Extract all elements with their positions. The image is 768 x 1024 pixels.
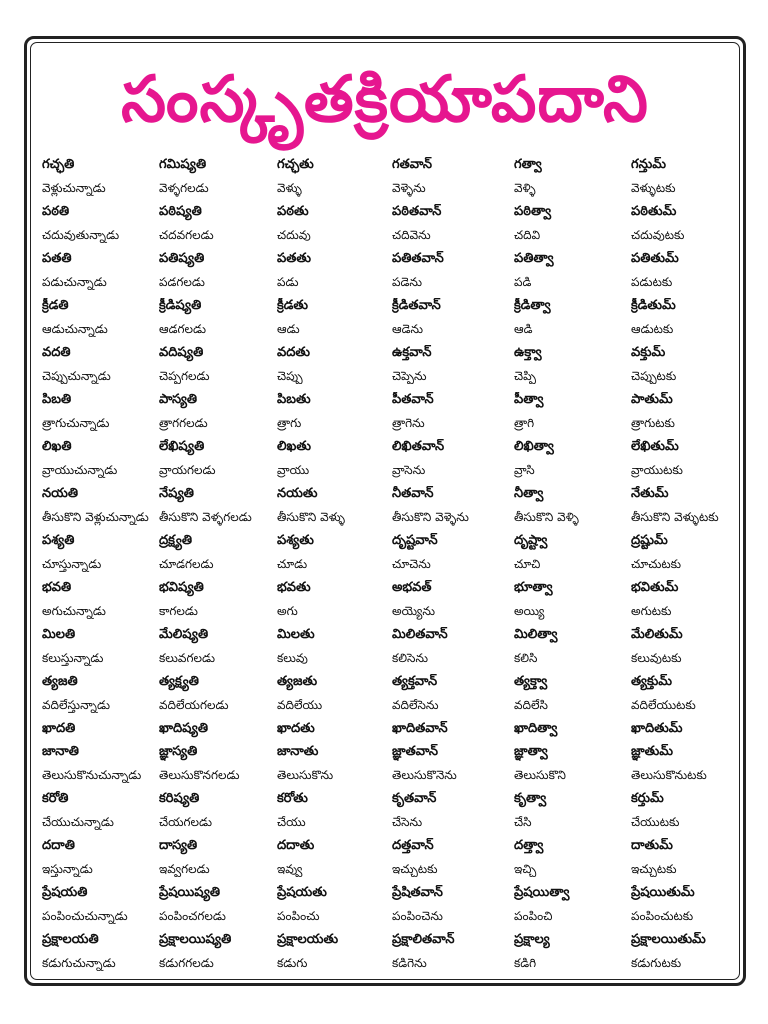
table-cell: ఆడు — [277, 321, 300, 336]
table-cell: పడు — [277, 274, 299, 289]
table-cell: క్రీడతు — [277, 297, 309, 313]
table-cell: ఇస్తున్నాడు — [42, 862, 93, 877]
table-cell: జానాతి — [42, 744, 79, 760]
table-cell: కలిసి — [514, 650, 538, 665]
telugu-row — [42, 953, 732, 977]
table-cell: పడుటకు — [631, 274, 673, 289]
table-cell: దృష్ట్వా — [514, 532, 548, 548]
table-cell: వదిలేసెను — [392, 697, 439, 712]
table-cell: త్రాగుటకు — [631, 415, 675, 430]
table-cell: చేసి — [514, 815, 532, 830]
table-cell: పాతుమ్ — [631, 391, 673, 407]
table-cell: త్రాగగలడు — [159, 415, 208, 430]
table-cell: ఆడి — [514, 321, 533, 336]
table-cell: త్రాగి — [514, 415, 535, 430]
sanskrit-row — [42, 342, 732, 366]
table-cell: వదిలేయు — [277, 697, 323, 712]
table-cell: వ్రాయు — [277, 462, 310, 477]
table-cell: భవతి — [42, 579, 72, 595]
telugu-row — [42, 859, 732, 883]
table-cell: తెలుసుకొనుచున్నాడు — [42, 768, 142, 783]
table-cell: ప్రేషయిష్యతి — [159, 885, 221, 901]
table-cell: తీసుకొని వెళ్ళి — [514, 509, 579, 524]
table-cell: ఆడుటకు — [631, 321, 674, 336]
table-cell: త్యజతు — [277, 673, 318, 689]
table-cell: క్రీడితుమ్ — [631, 297, 676, 313]
table-cell: దృష్టవాన్ — [392, 532, 438, 548]
table-cell: తెలుసుకొనెను — [392, 768, 457, 783]
table-cell: కడుగగలడు — [159, 956, 214, 971]
sanskrit-row — [42, 295, 732, 319]
sanskrit-row — [42, 248, 732, 272]
telugu-row — [42, 178, 732, 202]
table-cell: చూడు — [277, 556, 308, 571]
table-cell: గత్వా — [514, 156, 542, 172]
table-cell: పతితవాన్ — [392, 250, 444, 266]
table-cell: ఖాదతి — [42, 720, 76, 736]
telugu-row — [42, 460, 732, 484]
table-cell: పంపించి — [514, 909, 553, 924]
table-cell: గచ్ఛతి — [42, 156, 75, 172]
table-cell: ప్రక్షాలయతు — [277, 932, 339, 948]
table-cell: చదువుతున్నాడు — [42, 227, 120, 242]
table-cell: చేయుటకు — [631, 815, 680, 830]
table-cell: లేఖిష్యతి — [159, 438, 205, 454]
telugu-row — [42, 648, 732, 672]
table-cell: మేలితుమ్ — [631, 626, 683, 642]
table-cell: చదవగలడు — [159, 227, 214, 242]
table-cell: కడుగుటకు — [631, 956, 682, 971]
table-cell: అయ్యెను — [392, 603, 435, 618]
sanskrit-row — [42, 436, 732, 460]
telugu-row — [42, 366, 732, 390]
telugu-row — [42, 601, 732, 625]
table-cell: వ్రాసి — [514, 462, 535, 477]
table-cell: వదిలేసి — [514, 697, 548, 712]
table-cell: వదిష్యతి — [159, 344, 204, 360]
table-cell: తెలుసుకొను — [277, 768, 334, 783]
table-cell: ఇవ్వగలడు — [159, 862, 210, 877]
table-cell: త్యక్ష్యతి — [159, 673, 199, 689]
telugu-row — [42, 507, 732, 531]
table-cell: పతిష్యతి — [159, 250, 205, 266]
sanskrit-row — [42, 671, 732, 695]
sanskrit-row — [42, 883, 732, 907]
table-cell: వదతు — [277, 344, 311, 360]
table-cell: అగుచున్నాడు — [42, 603, 106, 618]
table-cell: ఖాదితుమ్ — [631, 720, 683, 736]
table-cell: పతితుమ్ — [631, 250, 679, 266]
table-cell: అభవత్ — [392, 579, 432, 595]
table-cell: చేయు — [277, 815, 306, 830]
table-cell: పశ్యతి — [42, 532, 75, 548]
table-cell: ఇచ్చుటకు — [631, 862, 677, 877]
table-cell: లిఖిత్వా — [514, 438, 554, 454]
table-cell: కడుగుచున్నాడు — [42, 956, 116, 971]
table-cell: మిలితవాన్ — [392, 626, 448, 642]
table-cell: తీసుకొని వెళ్ళగలడు — [159, 509, 252, 524]
table-cell: పంపించు — [277, 909, 320, 924]
table-cell: గమిష్యతి — [159, 156, 207, 172]
table-cell: లేఖితుమ్ — [631, 438, 679, 454]
table-cell: వదతి — [42, 344, 71, 360]
table-cell: దత్త్వా — [514, 838, 544, 854]
table-cell: పంపించుచున్నాడు — [42, 909, 128, 924]
table-cell: వెళ్లుచున్నాడు — [42, 180, 106, 195]
table-cell: ప్రేషయిత్వా — [514, 885, 570, 901]
table-cell: పడెను — [392, 274, 422, 289]
table-cell: ప్రేషితవాన్ — [392, 885, 443, 901]
table-cell: జ్ఞాతుమ్ — [631, 744, 673, 760]
table-cell: నీతవాన్ — [392, 485, 434, 501]
telugu-row — [42, 319, 732, 343]
table-cell: పీత్వా — [514, 391, 544, 407]
table-cell: జ్ఞాతవాన్ — [392, 744, 438, 760]
table-cell: ఆడుచున్నాడు — [42, 321, 108, 336]
table-cell: జ్ఞాస్యతి — [159, 744, 198, 760]
table-cell: అయ్యి — [514, 603, 545, 618]
table-cell: వెళ్ళు — [277, 180, 302, 195]
table-cell: కరోతి — [42, 791, 69, 807]
table-cell: త్యక్తవాన్ — [392, 673, 438, 689]
table-cell: చదివెను — [392, 227, 431, 242]
sanskrit-row — [42, 389, 732, 413]
table-cell: పఠిత్వా — [514, 203, 552, 219]
table-cell: కలువగలడు — [159, 650, 215, 665]
table-cell: వెళ్ళి — [514, 180, 536, 195]
sanskrit-row — [42, 154, 732, 178]
table-cell: చెప్పుటకు — [631, 368, 677, 383]
table-cell: చెప్పగలడు — [159, 368, 210, 383]
table-cell: పడుచున్నాడు — [42, 274, 107, 289]
sanskrit-row — [42, 718, 732, 742]
table-cell: పఠితుమ్ — [631, 203, 677, 219]
table-cell: పతతి — [42, 250, 72, 266]
table-cell: క్రీడితవాన్ — [392, 297, 441, 313]
table-cell: లిఖితవాన్ — [392, 438, 445, 454]
table-cell: ప్రక్షాలయిష్యతి — [159, 932, 232, 948]
table-cell: జ్ఞాత్వా — [514, 744, 548, 760]
table-cell: దదాతి — [42, 838, 75, 854]
table-cell: ఖాదితవాన్ — [392, 720, 448, 736]
table-cell: చెప్పుచున్నాడు — [42, 368, 111, 383]
page-title: సంస్కృతక్రియాపదాని — [121, 63, 649, 137]
table-cell: చదువుటకు — [631, 227, 685, 242]
table-cell: చెప్పు — [277, 368, 303, 383]
table-cell: కలుస్తున్నాడు — [42, 650, 104, 665]
table-cell: కడుగు — [277, 956, 308, 971]
table-cell: ప్రేషయతి — [42, 885, 88, 901]
table-cell: వక్తుమ్ — [631, 344, 666, 360]
table-cell: మేలిష్యతి — [159, 626, 209, 642]
table-cell: క్రీడిష్యతి — [159, 297, 202, 313]
table-cell: భూత్వా — [514, 579, 553, 595]
sanskrit-row — [42, 624, 732, 648]
table-cell: మిలతి — [42, 626, 76, 642]
table-cell: భవితుమ్ — [631, 579, 679, 595]
table-cell: మిలతు — [277, 626, 315, 642]
sanskrit-row — [42, 577, 732, 601]
table-cell: చూస్తున్నాడు — [42, 556, 102, 571]
sanskrit-row — [42, 530, 732, 554]
table-cell: ప్రక్షాలయతి — [42, 932, 99, 948]
table-cell: పడగలడు — [159, 274, 205, 289]
table-cell: తీసుకొని వెళ్ళుటకు — [631, 509, 719, 524]
table-cell: కలువు — [277, 650, 308, 665]
table-cell: ఖాదతు — [277, 720, 315, 736]
table-cell: వ్రాయగలడు — [159, 462, 216, 477]
table-cell: పంపించగలడు — [159, 909, 226, 924]
table-cell: కలువుటకు — [631, 650, 682, 665]
table-cell: పఠిష్యతి — [159, 203, 202, 219]
table-cell: జానాతు — [277, 744, 319, 760]
telugu-row — [42, 272, 732, 296]
table-cell: త్రాగు — [277, 415, 302, 430]
sanskrit-row — [42, 742, 732, 766]
telugu-row — [42, 765, 732, 789]
table-cell: కరిష్యతి — [159, 791, 200, 807]
table-cell: ప్రక్షాలితవాన్ — [392, 932, 455, 948]
table-cell: క్రీడతి — [42, 297, 69, 313]
table-cell: నయతు — [277, 485, 318, 501]
table-cell: పిబతు — [277, 391, 311, 407]
sanskrit-row — [42, 836, 732, 860]
table-cell: తెలుసుకొనగలడు — [159, 768, 240, 783]
table-cell: వదిలేస్తున్నాడు — [42, 697, 110, 712]
table-cell: తీసుకొని వెళ్లుచున్నాడు — [42, 509, 149, 524]
table-cell: అగుటకు — [631, 603, 672, 618]
table-cell: కృత్వా — [514, 791, 547, 807]
table-cell: చూచెను — [392, 556, 431, 571]
table-cell: త్యక్త్వా — [514, 673, 548, 689]
table-cell: చూచి — [514, 556, 541, 571]
table-cell: దదాతు — [277, 838, 315, 854]
table-cell: ఆడెను — [392, 321, 424, 336]
table-cell: కాగలడు — [159, 603, 198, 618]
table-cell: చేయగలడు — [159, 815, 213, 830]
table-cell: చేయుచున్నాడు — [42, 815, 114, 830]
table-cell: ఖాదిష్యతి — [159, 720, 209, 736]
table-cell: లిఖతు — [277, 438, 311, 454]
sanskrit-row — [42, 930, 732, 954]
table-cell: ఇచ్చి — [514, 862, 537, 877]
table-cell: చేసెను — [392, 815, 423, 830]
table-cell: ఉక్తవాన్ — [392, 344, 432, 360]
table-cell: చెప్పెను — [392, 368, 427, 383]
table-cell: చెప్పి — [514, 368, 536, 383]
table-cell: దాస్యతి — [159, 838, 198, 854]
table-cell: పడి — [514, 274, 532, 289]
table-cell: త్రాగెను — [392, 415, 425, 430]
table-cell: దత్తవాన్ — [392, 838, 434, 854]
table-cell: భవతు — [277, 579, 311, 595]
telugu-row — [42, 554, 732, 578]
table-cell: ప్రక్షాల్య — [514, 932, 550, 948]
table-cell: పిబతి — [42, 391, 72, 407]
table-cell: పంపించుటకు — [631, 909, 694, 924]
table-cell: ఆడగలడు — [159, 321, 206, 336]
table-cell: క్రీడిత్వా — [514, 297, 551, 313]
table-cell: వ్రాయుచున్నాడు — [42, 462, 118, 477]
table-cell: పఠతు — [277, 203, 309, 219]
table-cell: తెలుసుకొని — [514, 768, 566, 783]
table-cell: పతతు — [277, 250, 311, 266]
table-cell: మిలిత్వా — [514, 626, 558, 642]
verb-table — [42, 154, 732, 977]
telugu-row — [42, 413, 732, 437]
table-cell: త్యక్తుమ్ — [631, 673, 673, 689]
table-cell: నేతుమ్ — [631, 485, 669, 501]
table-cell: భవిష్యతి — [159, 579, 204, 595]
table-cell: కడిగెను — [392, 956, 427, 971]
table-cell: ఖాదిత్వా — [514, 720, 558, 736]
table-cell: వదిలేయగలడు — [159, 697, 229, 712]
table-cell: నేష్యతి — [159, 485, 194, 501]
table-cell: త్రాగుచున్నాడు — [42, 415, 110, 430]
table-cell: ద్రక్ష్యతి — [159, 532, 193, 548]
table-cell: గచ్ఛతు — [277, 156, 314, 172]
table-cell: చూచుటకు — [631, 556, 682, 571]
table-cell: నీత్వా — [514, 485, 544, 501]
table-cell: చదువు — [277, 227, 311, 242]
table-cell: ఉక్త్వా — [514, 344, 542, 360]
table-cell: తెలుసుకొనుటకు — [631, 768, 707, 783]
table-cell: పఠితవాన్ — [392, 203, 442, 219]
table-cell: ఇచ్చుటకు — [392, 862, 438, 877]
table-cell: గతవాన్ — [392, 156, 432, 172]
table-cell: వెళ్ళెను — [392, 180, 426, 195]
table-cell: పీతవాన్ — [392, 391, 434, 407]
table-cell: అగు — [277, 603, 298, 618]
sanskrit-row — [42, 201, 732, 225]
table-cell: త్యజతి — [42, 673, 78, 689]
table-cell: వెళ్ళగలడు — [159, 180, 209, 195]
telugu-row — [42, 812, 732, 836]
table-cell: పశ్యతు — [277, 532, 314, 548]
table-cell: కర్తుమ్ — [631, 791, 664, 807]
telugu-row — [42, 225, 732, 249]
table-cell: నయతి — [42, 485, 79, 501]
table-cell: ప్రేషయితుమ్ — [631, 885, 695, 901]
table-cell: వ్రాయుటకు — [631, 462, 683, 477]
table-cell: గన్తుమ్ — [631, 156, 666, 172]
table-cell: ప్రేషయతు — [277, 885, 327, 901]
table-cell: వ్రాసెను — [392, 462, 426, 477]
sanskrit-row — [42, 483, 732, 507]
table-cell: పఠతి — [42, 203, 70, 219]
table-cell: వెళ్ళుటకు — [631, 180, 676, 195]
table-cell: కరోతు — [277, 791, 308, 807]
table-cell: కలిసెను — [392, 650, 429, 665]
table-cell: చూడగలడు — [159, 556, 214, 571]
table-cell: తీసుకొని వెళ్ళెను — [392, 509, 469, 524]
table-cell: చదివి — [514, 227, 541, 242]
telugu-row — [42, 906, 732, 930]
table-cell: కడిగి — [514, 956, 537, 971]
table-cell: తీసుకొని వెళ్ళు — [277, 509, 345, 524]
sanskrit-row — [42, 789, 732, 813]
table-cell: పంపించెను — [392, 909, 443, 924]
table-cell: వదిలేయుటకు — [631, 697, 696, 712]
table-cell: లిఖతి — [42, 438, 72, 454]
table-cell: దాతుమ్ — [631, 838, 673, 854]
table-cell: పాస్యతి — [159, 391, 198, 407]
telugu-row — [42, 695, 732, 719]
table-cell: ఇవ్వు — [277, 862, 303, 877]
table-cell: ప్రక్షాలయితుమ్ — [631, 932, 706, 948]
table-cell: ద్రష్టుమ్ — [631, 532, 668, 548]
table-cell: కృతవాన్ — [392, 791, 437, 807]
table-cell: పతిత్వా — [514, 250, 554, 266]
